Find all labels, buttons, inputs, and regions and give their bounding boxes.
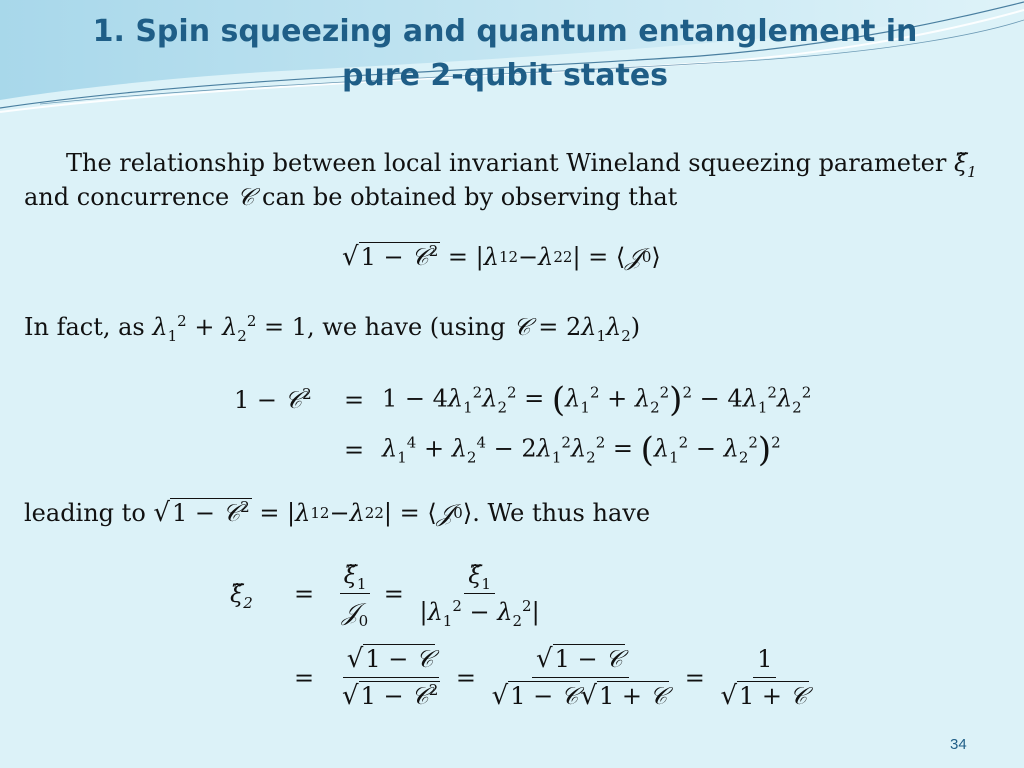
leading-to-text: leading to [24, 499, 146, 527]
equation-row-1: 1 − 𝒞$^2$ = $1 - 4\lambda_1^2\lambda_2^2 = (\lambda_1^2 + \lambda_2^2)^2 - 4\lambda_1^2\lambda_2^2$ [234, 380, 812, 420]
title-line-2: pure 2-qubit states [341, 58, 669, 93]
title-line-1: 1. Spin squeezing and quantum entanglement in [92, 14, 918, 49]
leading-to-paragraph: leading to √ 1 − 𝒞$^2$ = | λ 1 2 − λ 2 2 | = ⟨ 𝒥 0 ⟩ . We thus have [24, 498, 651, 528]
xi2-equation-row-1: $\xĩ_2$ = $\frac{\xĩ_1}{𝒥_0}$ = $\frac{\xĩ_1}{|\lambda_1^2 - \lambda_2^2|}$ [230, 561, 540, 630]
xi1-symbol: $\xĩ_1$ [953, 149, 977, 181]
intro-paragraph [24, 146, 1004, 214]
in-fact-text-2: , we have (using [307, 313, 506, 341]
intro-line-2-tail: can be obtained by observing that [262, 183, 678, 211]
intro-line-2: and concurrence [24, 183, 230, 211]
we-thus-have-text: . We thus have [472, 499, 651, 527]
in-fact-text: In fact, as [24, 313, 145, 341]
equation-sqrt-concurrence: √ 1 − 𝒞$^2$ = | λ 1 2 − λ 2 2 | = ⟨ 𝒥 0 ⟩ [342, 242, 661, 272]
in-fact-paragraph: In fact, as $\lambda_1^2 + \lambda_2^2 = 1$, we have (using 𝒞 = $2\lambda_1\lambda_2$) [24, 312, 641, 345]
xi2-equation-row-2: = √ 1 − 𝒞 √ 1 − 𝒞$^2$ = √ 1 − 𝒞 √ 1 − 𝒞 √ 1 + 𝒞 = 1 √ 1 + 𝒞 [293, 644, 808, 711]
page-number: 34 [950, 736, 967, 753]
concurrence-symbol: 𝒞 [236, 183, 255, 211]
equation-row-2: = $\lambda_1^4 + \lambda_2^4 - 2\lambda_1^2\lambda_2^2 = (\lambda_1^2 - \lambda_2^2)^2$ [343, 430, 781, 470]
intro-line-1: The relationship between local invariant Wineland squeezing parameter [66, 149, 947, 177]
slide-title [0, 10, 1010, 98]
